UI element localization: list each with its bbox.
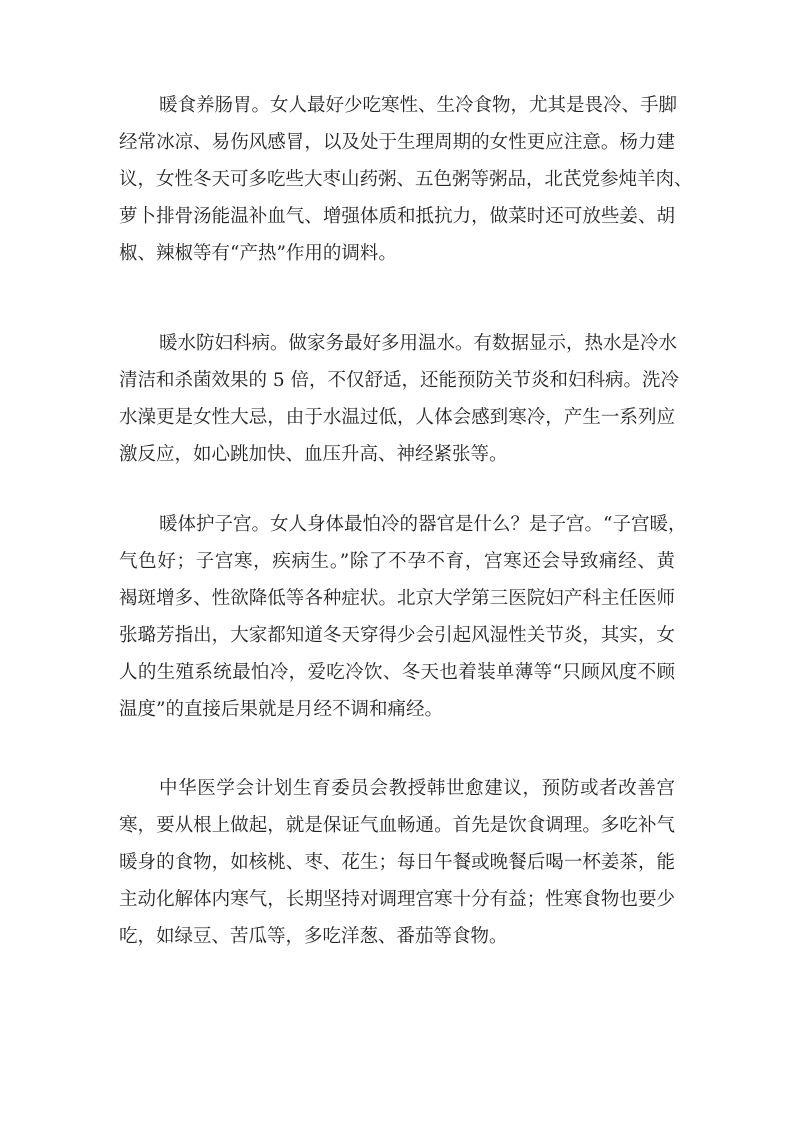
text-line: 张璐芳指出，大家都知道冬天穿得少会引起风湿性关节炎，其实，女 (119, 625, 675, 646)
text-line: 暖水防妇科病。做家务最好多用温水。有数据显示，热水是冷水 (159, 333, 678, 354)
text-line: 萝卜排骨汤能温补血气、增强体质和抵抗力，做菜时还可放些姜、胡 (119, 206, 675, 227)
text-line: 暖体护子宫。女人身体最怕冷的器官是什么？是子宫。“子宫暖， (159, 514, 687, 535)
paragraph-warm-body (119, 506, 687, 728)
text-line: 中华医学会计划生育委员会教授韩世愈建议，预防或者改善宫 (159, 778, 675, 799)
text-line: 寒，要从根上做起，就是保证气血畅通。首先是饮食调理。多吃补气 (119, 815, 675, 836)
text-line: 褐斑增多、性欲降低等各种症状。北京大学第三医院妇产科主任医师 (119, 588, 675, 609)
text-line: 议，女性冬天可多吃些大枣山药粥、五色粥等粥品，北芪党参炖羊肉、 (119, 169, 693, 190)
text-line: 经常冰凉、易伤风感冒，以及处于生理周期的女性更应注意。杨力建 (119, 132, 675, 153)
text-line: 激反应，如心跳加快、血压升高、神经紧张等。 (119, 444, 508, 465)
text-line: 气色好；子宫寒，疾病生。”除了不孕不育，宫寒还会导致痛经、黄 (119, 551, 675, 572)
text-line: 清洁和杀菌效果的 5 倍，不仅舒适，还能预防关节炎和妇科病。洗冷 (119, 370, 680, 391)
text-line: 水澡更是女性大忌，由于水温过低，人体会感到寒冷，产生一系列应 (119, 407, 675, 428)
text-line: 人的生殖系统最怕冷，爱吃冷饮、冬天也着装单薄等“只顾风度不顾 (119, 662, 675, 683)
text-line: 暖食养肠胃。女人最好少吃寒性、生冷食物，尤其是畏冷、手脚 (159, 95, 678, 116)
text-line: 温度”的直接后果就是月经不调和痛经。 (119, 699, 443, 720)
text-line: 主动化解体内寒气，长期坚持对调理宫寒十分有益；性寒食物也要少 (119, 889, 675, 910)
text-line: 暖身的食物，如核桃、枣、花生；每日午餐或晚餐后喝一杯姜茶，能 (119, 852, 675, 873)
text-line: 椒、辣椒等有“产热”作用的调料。 (119, 243, 397, 264)
paragraph-warm-food (119, 87, 693, 272)
paragraph-expert-advice (119, 770, 675, 955)
paragraph-warm-water (119, 325, 680, 473)
text-line: 吃，如绿豆、苦瓜等，多吃洋葱、番茄等食物。 (119, 926, 508, 947)
